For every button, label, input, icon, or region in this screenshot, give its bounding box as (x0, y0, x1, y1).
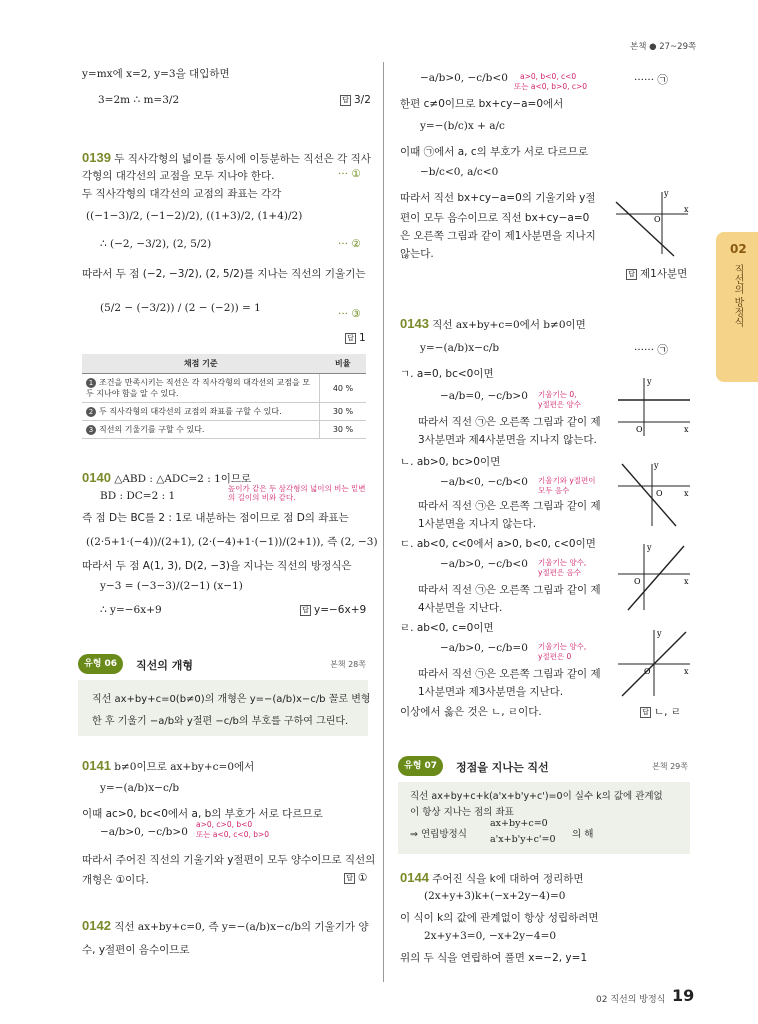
bullet-icon: 1 (86, 378, 96, 388)
problem-0139 (82, 150, 371, 166)
p0139-line4: ((−1−3)/2, (−1−2)/2), ((1+3)/2, (1+4)/2) (86, 210, 303, 222)
type-badge: 유형 06 (78, 654, 123, 674)
type-07-line3: ⇒ 연립방정식 (410, 829, 467, 840)
graph-0142 (612, 188, 692, 258)
p0139-line6: 따라서 두 점 (−2, −3/2), (2, 5/2)를 지나는 직선의 기울기는 (82, 268, 366, 280)
chapter-tab-title: 직선의 방정식 (732, 264, 743, 328)
p0141-line6: 개형은 ①이다. (82, 874, 149, 886)
p0139-line2: 각형의 대각선의 교점을 모두 지나야 한다. (82, 170, 275, 182)
p0140-line5: 따라서 두 점 A(1, 3), D(2, −3)을 지나는 직선의 방정식은 (82, 560, 352, 572)
p0140-line2: BD : DC=2 : 1 (100, 490, 176, 502)
type-title: 직선의 개형 (136, 659, 193, 672)
case-ra: ㄹ. ab<0, c=0이면 (400, 622, 494, 634)
case-da-eq: −a/b>0, −c/b<0 (440, 558, 528, 570)
graph-line (616, 202, 674, 256)
graph-line (622, 464, 676, 526)
axis-x-label: x (684, 425, 689, 434)
bullet-icon: 3 (86, 425, 96, 435)
note-area-ratio: 높이가 같은 두 삼각형의 넓이의 비는 밑변의 길이의 비와 같다. (228, 484, 366, 502)
origin-label: O (636, 425, 643, 434)
answer-icon: 답 (340, 95, 351, 106)
problem-0142 (82, 918, 368, 934)
type-07-header (398, 756, 690, 780)
step-marker-3: ··· ③ (338, 308, 361, 320)
chapter-tab (716, 232, 758, 382)
table-header-ratio: 비율 (320, 354, 367, 374)
table-cell (82, 421, 320, 439)
p0144-line5: 위의 두 식을 연립하여 풀면 x=−2, y=1 (400, 952, 588, 964)
answer-value: 3/2 (354, 94, 371, 106)
case-da: ㄷ. ab<0, c<0에서 a>0, b<0, c<0이면 (400, 538, 596, 550)
case-ga: ㄱ. a=0, bc<0이면 (400, 368, 494, 380)
case-na-t2: 따라서 직선 ㉠은 오른쪽 그림과 같이 제 (418, 500, 601, 512)
answer-0140 (300, 604, 366, 616)
answer-0143 (640, 704, 681, 719)
p0140-line3: 즉 점 D는 BC를 2 : 1로 내분하는 점이므로 점 D의 좌표는 (82, 512, 349, 524)
r-line7: 편이 모두 음수이므로 직선 bx+cy−a=0 (400, 212, 590, 224)
p0139-line5: ∴ (−2, −3/2), (2, 5/2) (100, 238, 212, 250)
axis-y-label: y (654, 461, 659, 470)
type-07-line4: 의 해 (572, 829, 594, 840)
p0139-line3: 두 직사각형의 대각선의 교점의 좌표는 각각 (82, 188, 282, 200)
criteria-text: 조건을 만족시키는 직선은 각 직사각형의 대각선의 교점을 모두 지나야 함을 알 수 있다. (86, 378, 310, 398)
note-na2: 모두 음수 (538, 486, 570, 495)
type-title: 정점을 지나는 직선 (456, 761, 549, 774)
answer-value: y=−6x+9 (314, 604, 367, 616)
type-ref: 본책 29쪽 (652, 762, 688, 771)
problem-number: 0139 (82, 150, 111, 165)
origin-label: O (656, 489, 663, 498)
answer-value: 제1사분면 (640, 268, 688, 280)
case-ra-t3: 1사분면과 제3사분면을 지난다. (418, 686, 564, 698)
r-line1: −a/b>0, −c/b<0 (420, 72, 508, 84)
note-ra2: y절편은 0 (538, 652, 572, 661)
step-marker-1: ··· ① (338, 168, 361, 180)
bullet-icon: 2 (86, 407, 96, 417)
type-06-line1: 직선 ax+by+c=0(b≠0)의 개형은 y=−(a/b)x−c/b 꼴로 변형 (92, 694, 371, 705)
mark-0143: ······ ㉠ (634, 344, 668, 356)
answer-icon: 답 (626, 269, 637, 280)
p0141-line2: y=−(a/b)x−c/b (100, 782, 180, 794)
graph-ra (614, 626, 694, 698)
graph-da (614, 540, 694, 612)
case-ga-t3: 3사분면과 제4사분면을 지나지 않는다. (418, 434, 597, 446)
note-r1a: a>0, b<0, c<0 (520, 72, 577, 81)
type-06-header (78, 654, 368, 678)
problem-text: 직선 ax+by+c=0에서 b≠0이면 (432, 319, 586, 331)
case-ra-t2: 따라서 직선 ㉠은 오른쪽 그림과 같이 제 (418, 668, 601, 680)
r-line3: y=−(b/c)x + a/c (420, 120, 505, 132)
case-da-t3: 4사분면을 지난다. (418, 602, 503, 614)
footer-chapter: 02 직선의 방정식 (596, 995, 666, 1005)
problem-0144 (400, 870, 584, 886)
p0144-line3: 이 식이 k의 값에 관계없이 항상 성립하려면 (400, 912, 599, 924)
table-row (82, 421, 366, 439)
answer-0139 (345, 332, 366, 344)
problem-text: 직선 ax+by+c=0, 즉 y=−(a/b)x−c/b의 기울기가 양 (114, 921, 369, 933)
axis-y-label: y (664, 189, 669, 198)
p0142-line2: 수, y절편이 음수이므로 (82, 944, 190, 956)
r-line2: 한편 c≠0이므로 bx+cy−a=0에서 (400, 98, 564, 110)
table-cell (82, 374, 320, 403)
answer-0141 (344, 872, 367, 884)
problem-number: 0144 (400, 870, 429, 885)
conclusion-0143: 이상에서 옳은 것은 ㄴ, ㄹ이다. (400, 706, 542, 718)
page-number: 19 (672, 986, 695, 1005)
p0140-line7: ∴ y=−6x+9 (100, 604, 162, 616)
axis-y-label: y (647, 377, 652, 386)
problem-number: 0142 (82, 918, 111, 933)
p0143-line2: y=−(a/b)x−c/b (420, 342, 500, 354)
answer-icon: 답 (300, 605, 311, 616)
mark-r1: ······ ㉠ (634, 74, 668, 86)
problem-text: b≠0이므로 ax+by+c=0에서 (114, 761, 255, 773)
p0139-line7: (5/2 − (−3/2)) / (2 − (−2)) = 1 (100, 302, 261, 314)
type-ref: 본책 28쪽 (330, 660, 366, 669)
answer-icon: 답 (345, 333, 356, 344)
column-divider (383, 62, 384, 982)
problem-0140 (82, 470, 251, 486)
answer-0142 (626, 266, 687, 281)
graph-ga (614, 374, 694, 440)
r-line8: 은 오른쪽 그림과 같이 제1사분면을 지나지 (400, 230, 596, 242)
type-badge: 유형 07 (398, 756, 443, 776)
problem-text: △ABD : △ADC=2 : 1이므로 (114, 473, 252, 485)
r-line6: 따라서 직선 bx+cy−a=0의 기울기와 y절 (400, 192, 596, 204)
answer-value: 1 (359, 332, 366, 344)
note-da2: y절편은 음수 (538, 568, 582, 577)
note-da1: 기울기는 양수, (538, 558, 587, 567)
r-line4: 이때 ㉠에서 a, c의 부호가 서로 다르므로 (400, 146, 589, 158)
p0144-line4: 2x+y+3=0, −x+2y−4=0 (424, 930, 557, 942)
problem-0143 (400, 316, 586, 332)
answer-icon: 답 (344, 873, 355, 884)
table-header-criteria: 채점 기준 (82, 354, 320, 374)
note-r1b: 또는 a<0, b>0, c>0 (514, 82, 588, 91)
type-07-line1: 직선 ax+by+c+k(a'x+b'y+c')=0이 실수 k의 값에 관계없 (410, 791, 663, 802)
axis-x-label: x (684, 205, 689, 214)
axis-x-label: x (684, 667, 689, 676)
answer-value: ㄴ, ㄹ (654, 706, 681, 718)
type-07-eq1: ax+by+c=0 (490, 818, 548, 829)
r-line9: 않는다. (400, 248, 434, 260)
page-reference: 본책 ● 27~29쪽 (630, 42, 697, 52)
type-06-line2: 한 후 기울기 −a/b와 y절편 −c/b의 부호를 구하여 그린다. (92, 716, 349, 727)
origin-label: O (644, 667, 651, 676)
type-07-eq2: a'x+b'y+c'=0 (490, 834, 556, 845)
note-na1: 기울기와 y절편이 (538, 476, 596, 485)
criteria-text: 직선의 기울기를 구할 수 있다. (99, 425, 205, 434)
type-07-line2: 이 항상 지나는 점의 좌표 (410, 807, 514, 818)
answer-value: ① (358, 872, 368, 884)
criteria-text: 두 직사각형의 대각선의 교점의 좌표를 구할 수 있다. (99, 407, 282, 416)
case-na-eq: −a/b<0, −c/b<0 (440, 476, 528, 488)
case-ga-t2: 따라서 직선 ㉠은 오른쪽 그림과 같이 제 (418, 416, 601, 428)
note-ga1: 기울기는 0, (538, 390, 577, 399)
p0141-line4: −a/b>0, −c/b>0 (100, 826, 188, 838)
note-ga2: y절편은 양수 (538, 400, 582, 409)
step-marker-2: ··· ② (338, 238, 361, 250)
line-solve-m: 3=2m ∴ m=3/2 (98, 94, 180, 106)
table-cell (82, 403, 320, 421)
axis-y-label: y (647, 543, 652, 552)
axis-x-label: x (684, 489, 689, 498)
table-cell-ratio: 30 % (320, 421, 367, 439)
scoring-table (82, 354, 366, 439)
p0141-line3: 이때 ac>0, bc<0에서 a, b의 부호가 서로 다르므로 (82, 808, 323, 820)
answer-icon: 답 (640, 707, 651, 718)
p0144-line2: (2x+y+3)k+(−x+2y−4)=0 (424, 890, 566, 902)
case-na-t3: 1사분면을 지나지 않는다. (418, 518, 537, 530)
problem-number: 0140 (82, 470, 111, 485)
p0140-line6: y−3 = (−3−3)/(2−1) (x−1) (100, 580, 243, 592)
problem-number: 0141 (82, 758, 111, 773)
origin-label: O (654, 215, 661, 224)
type-06-box (78, 680, 368, 736)
table-cell-ratio: 40 % (320, 374, 367, 403)
chapter-tab-number: 02 (730, 242, 747, 256)
table-cell-ratio: 30 % (320, 403, 367, 421)
note-ra1: 기울기는 양수, (538, 642, 587, 651)
problem-number: 0143 (400, 316, 429, 331)
table-row (82, 403, 366, 421)
p0141-line5: 따라서 주어진 직선의 기울기와 y절편이 모두 양수이므로 직선의 (82, 854, 376, 866)
p0140-line4: ((2·5+1·(−4))/(2+1), (2·(−4)+1·(−1))/(2+1)), 즉 (2, −3) (86, 536, 378, 548)
problem-text: 두 직사각형의 넓이를 동시에 이등분하는 직선은 각 직사 (114, 153, 371, 165)
axis-x-label: x (684, 577, 689, 586)
origin-label: O (634, 577, 641, 586)
r-line5: −b/c<0, a/c<0 (420, 166, 499, 178)
case-ga-eq: −a/b=0, −c/b>0 (440, 390, 528, 402)
note-sign-2: 또는 a<0, c<0, b>0 (196, 830, 270, 839)
table-row (82, 374, 366, 403)
line-substitute: y=mx에 x=2, y=3을 대입하면 (82, 68, 230, 80)
problem-0141 (82, 758, 254, 774)
case-ra-eq: −a/b>0, −c/b=0 (440, 642, 528, 654)
axis-y-label: y (657, 629, 662, 638)
problem-text: 주어진 식을 k에 대하여 정리하면 (432, 873, 584, 885)
case-na: ㄴ. ab>0, bc>0이면 (400, 456, 501, 468)
answer-0138 (340, 94, 371, 106)
note-sign-1: a>0, c>0, b<0 (196, 820, 253, 829)
graph-na (614, 460, 694, 528)
table-header-row (82, 354, 366, 374)
case-da-t2: 따라서 직선 ㉠은 오른쪽 그림과 같이 제 (418, 584, 601, 596)
